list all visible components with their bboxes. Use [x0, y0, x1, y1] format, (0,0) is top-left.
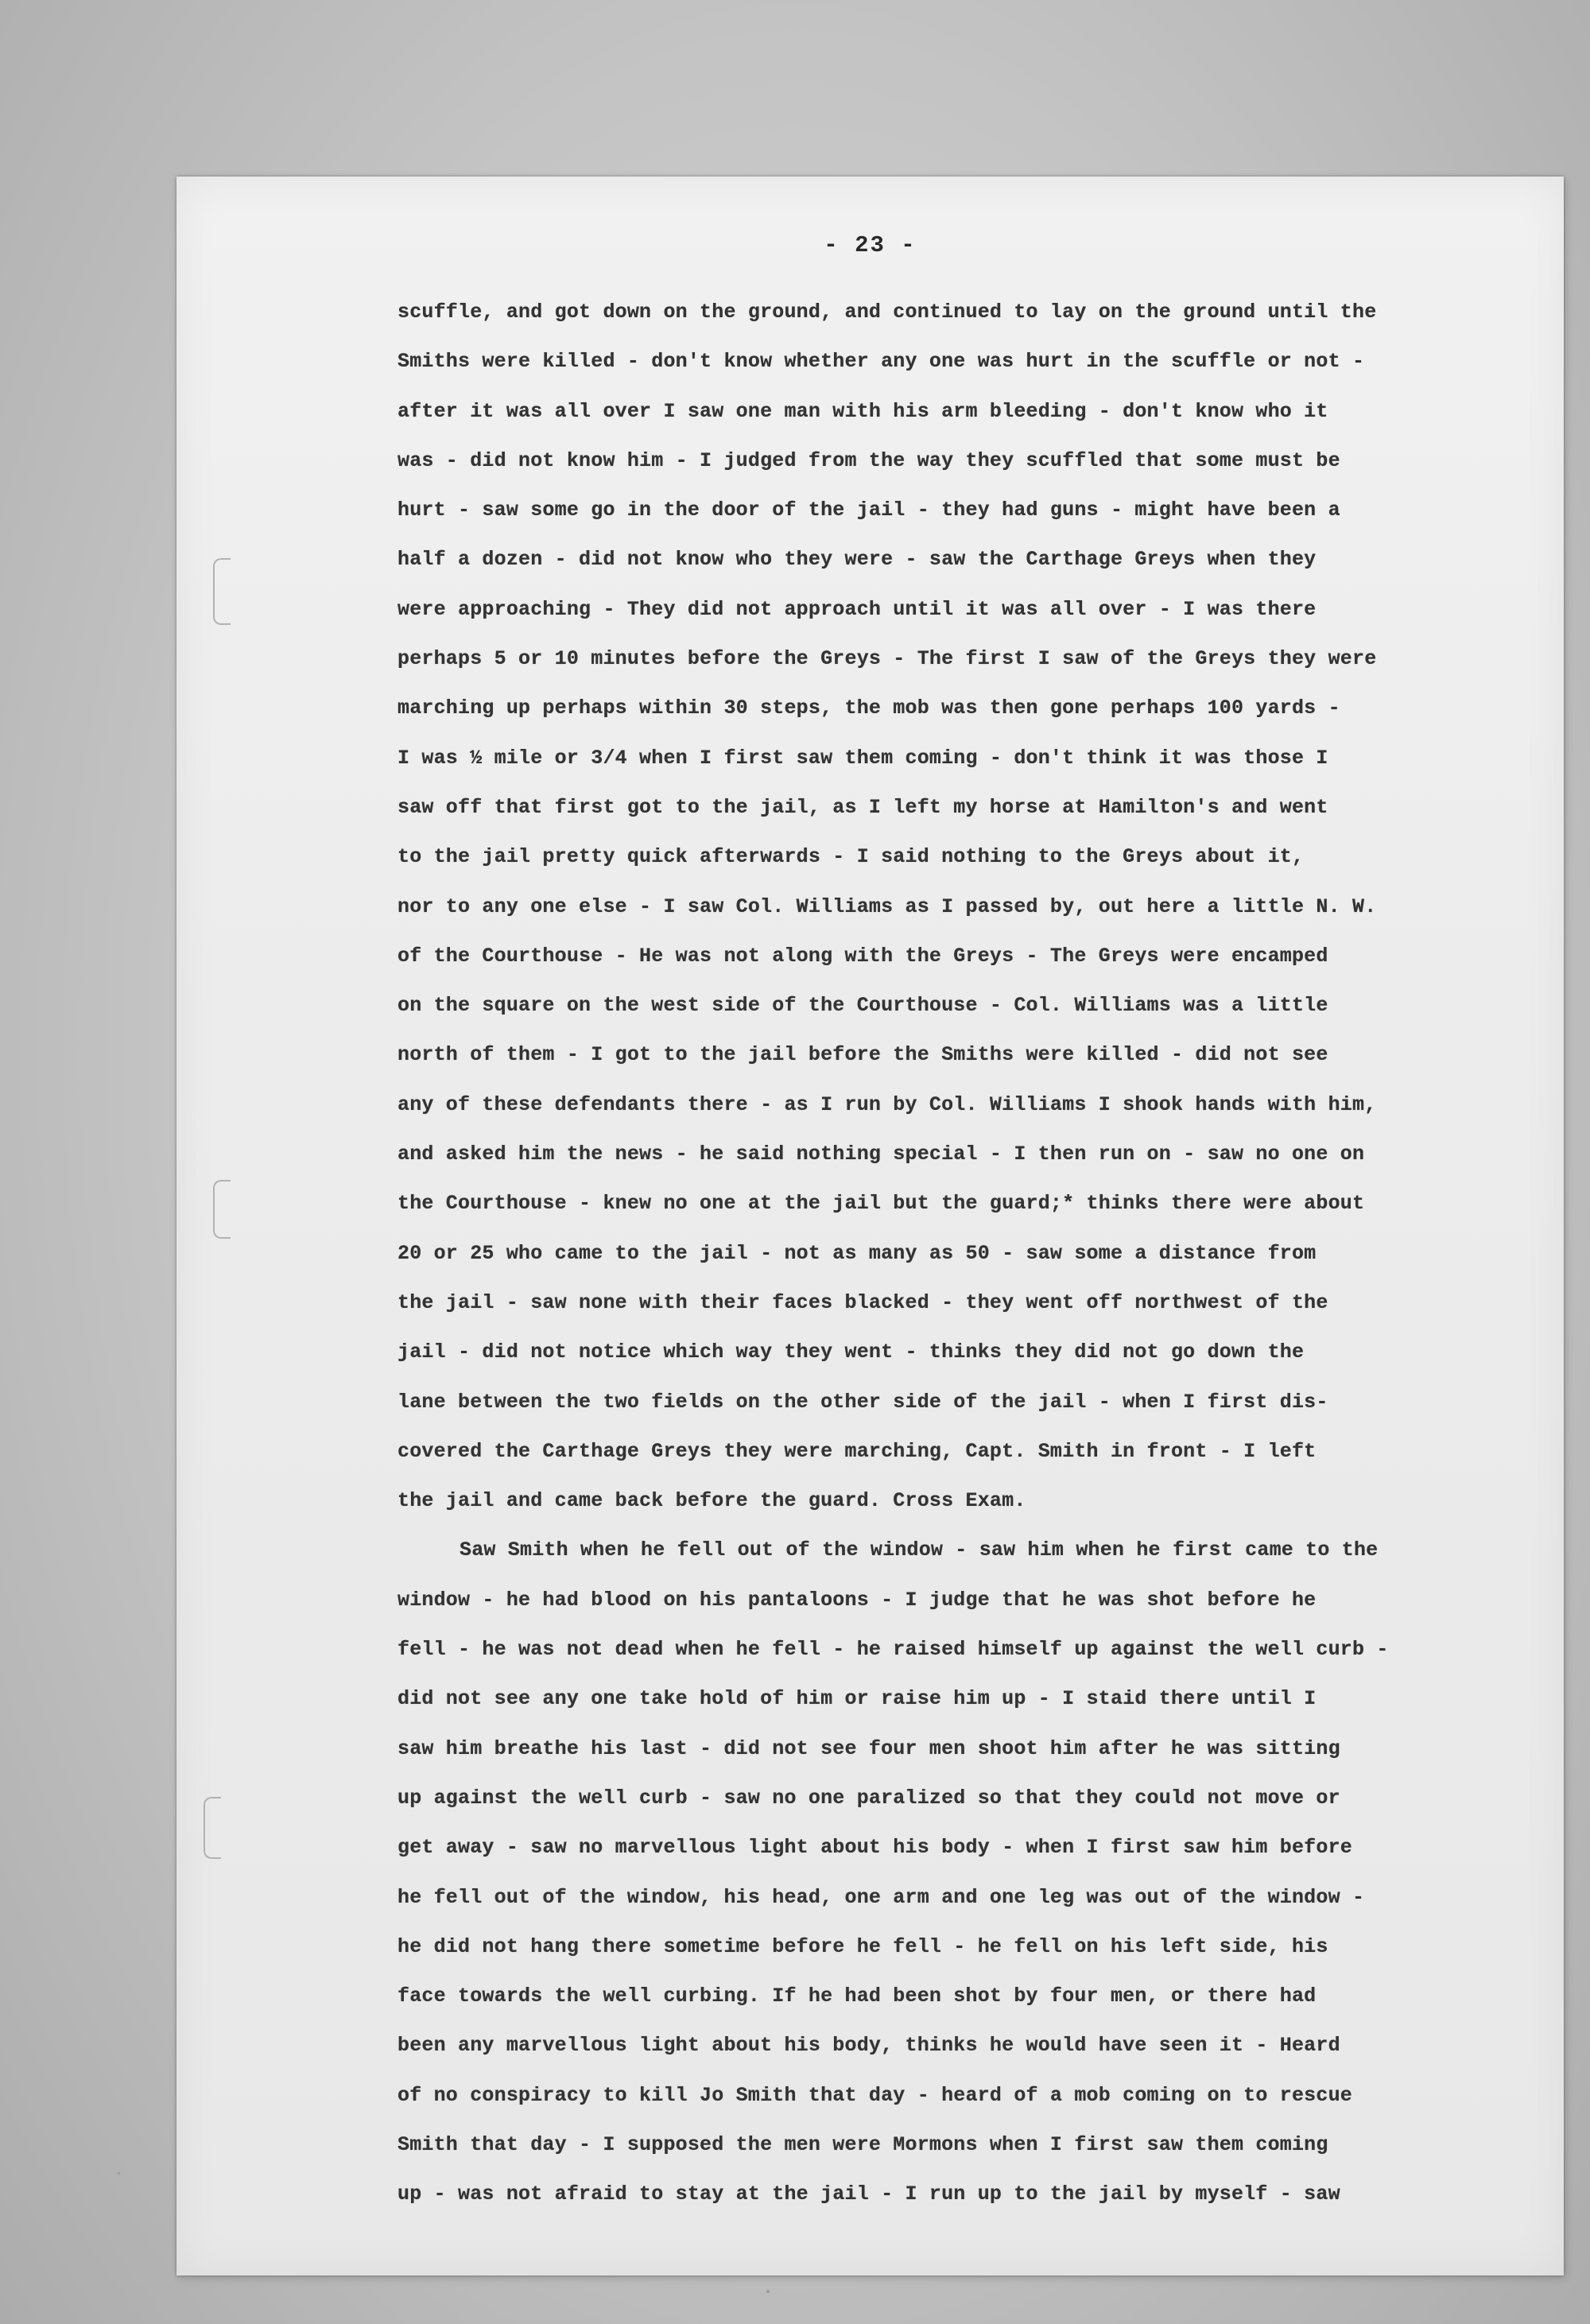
text-line: marching up perhaps within 30 steps, the mob was then gone perhaps 100 yards -	[398, 696, 1340, 720]
margin-bracket-mark	[213, 558, 231, 625]
text-line: of the Courthouse - He was not along with the Greys - The Greys were encamped	[398, 944, 1328, 968]
margin-bracket-mark	[204, 1797, 221, 1859]
text-line: any of these defendants there - as I run by Col. Williams I shook hands with him,	[398, 1092, 1377, 1116]
typewritten-page	[176, 177, 1564, 2276]
text-line: north of them - I got to the jail before the Smiths were killed - did not see	[398, 1043, 1328, 1067]
text-line: Smith that day - I supposed the men were Mormons when I first saw them coming	[398, 2132, 1328, 2156]
text-line: face towards the well curbing. If he had been shot by four men, or there had	[398, 1985, 1317, 2008]
paper-speck	[118, 2172, 120, 2175]
text-line: to the jail pretty quick afterwards - I said nothing to the Greys about it,	[398, 845, 1305, 869]
text-line: the jail and came back before the guard. Cross Exam.	[398, 1489, 1026, 1513]
text-line: on the square on the west side of the Courthouse - Col. Williams was a little	[398, 994, 1328, 1018]
text-line: been any marvellous light about his body, thinks he would have seen it - Heard	[398, 2034, 1340, 2058]
text-line-paragraph-start: Saw Smith when he fell out of the window - saw him when he first came to the	[460, 1538, 1379, 1562]
text-line: he fell out of the window, his head, one arm and one leg was out of the window -	[398, 1885, 1365, 1909]
margin-bracket-mark	[213, 1180, 231, 1239]
text-line: half a dozen - did not know who they were - saw the Carthage Greys when they	[398, 548, 1317, 572]
text-line: he did not hang there sometime before he fell - he fell on his left side, his	[398, 1934, 1328, 1958]
paper-speck	[766, 2290, 770, 2293]
testimony-text	[398, 288, 1510, 2220]
text-line: did not see any one take hold of him or raise him up - I staid there until I	[398, 1687, 1317, 1711]
text-line: I was ½ mile or 3/4 when I first saw them coming - don't think it was those I	[398, 746, 1328, 770]
text-line: of no conspiracy to kill Jo Smith that day - heard of a mob coming on to rescue	[398, 2083, 1352, 2107]
text-line: get away - saw no marvellous light about his body - when I first saw him before	[398, 1836, 1352, 1860]
text-line: jail - did not notice which way they went - thinks they did not go down the	[398, 1340, 1305, 1364]
text-line: 20 or 25 who came to the jail - not as many as 50 - saw some a distance from	[398, 1241, 1317, 1265]
text-line: saw off that first got to the jail, as I left my horse at Hamilton's and went	[398, 795, 1328, 819]
text-line: were approaching - They did not approach until it was all over - I was there	[398, 597, 1317, 621]
text-line: after it was all over I saw one man with his arm bleeding - don't know who it	[398, 399, 1328, 423]
text-line: fell - he was not dead when he fell - he raised himself up against the well curb -	[398, 1638, 1389, 1662]
page-number: - 23 -	[824, 232, 917, 258]
text-line: the jail - saw none with their faces blacked - they went off northwest of the	[398, 1290, 1328, 1314]
text-line: and asked him the news - he said nothing special - I then run on - saw no one on	[398, 1143, 1365, 1166]
text-line: Smiths were killed - don't know whether any one was hurt in the scuffle or not -	[398, 350, 1365, 374]
text-line: nor to any one else - I saw Col. Williams as I passed by, out here a little N. W.	[398, 894, 1377, 918]
text-line: lane between the two fields on the other side of the jail - when I first dis-	[398, 1390, 1328, 1414]
text-line: hurt - saw some go in the door of the jail - they had guns - might have been a	[398, 499, 1340, 522]
text-line: covered the Carthage Greys they were marching, Capt. Smith in front - I left	[398, 1439, 1317, 1463]
text-line: perhaps 5 or 10 minutes before the Greys - The first I saw of the Greys they were	[398, 647, 1377, 671]
text-line: up against the well curb - saw no one paralized so that they could not move or	[398, 1786, 1340, 1810]
text-line: saw him breathe his last - did not see four men shoot him after he was sitting	[398, 1736, 1340, 1760]
text-line: the Courthouse - knew no one at the jail but the guard;* thinks there were about	[398, 1192, 1365, 1216]
text-line: scuffle, and got down on the ground, and continued to lay on the ground until the	[398, 301, 1377, 324]
text-line: was - did not know him - I judged from the way they scuffled that some must be	[398, 448, 1340, 472]
text-line: window - he had blood on his pantaloons - I judge that he was shot before he	[398, 1588, 1317, 1612]
text-line: up - was not afraid to stay at the jail - I run up to the jail by myself - saw	[398, 2182, 1340, 2206]
